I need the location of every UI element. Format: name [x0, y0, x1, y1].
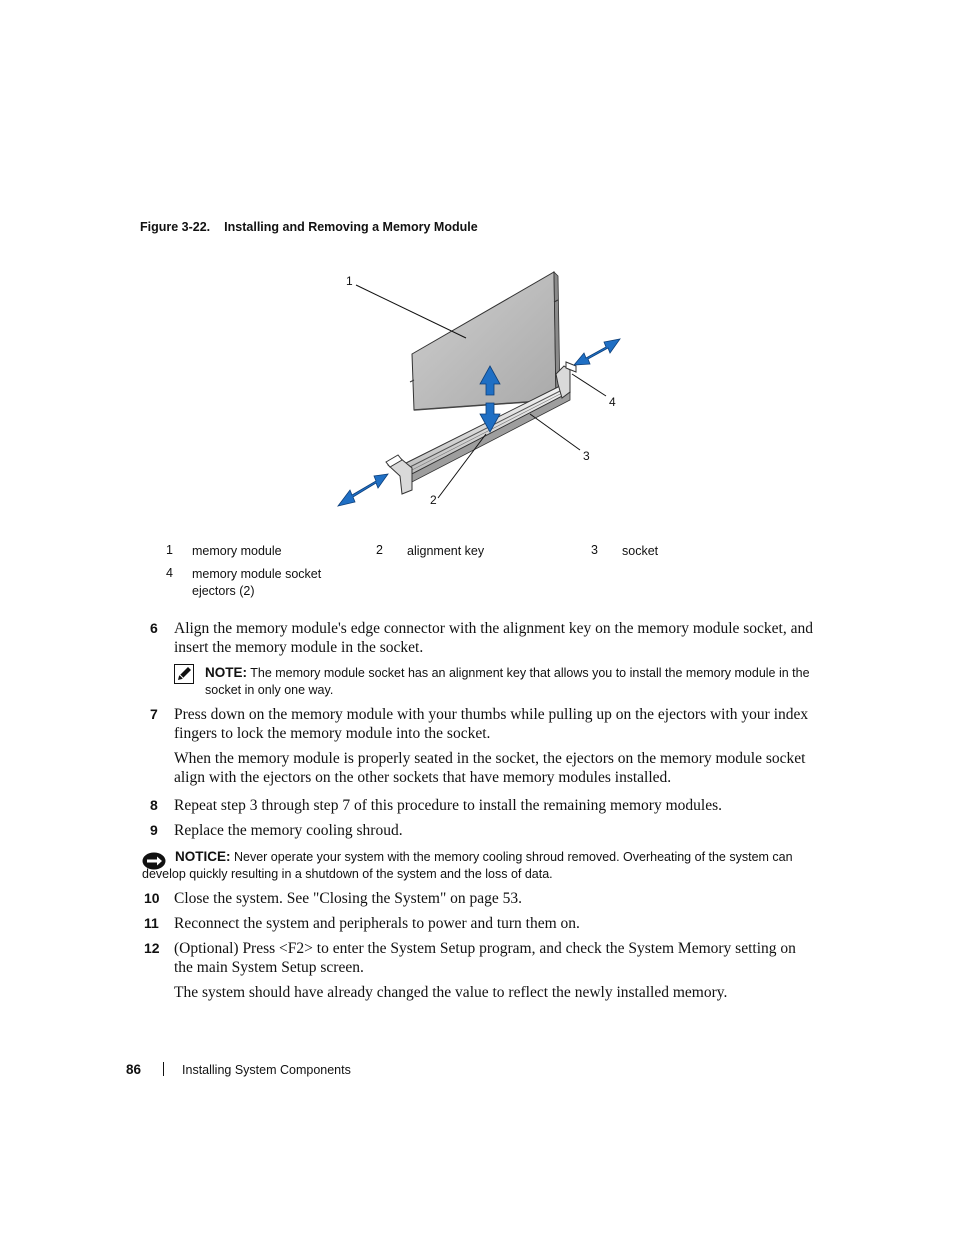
note-label: NOTE:: [205, 665, 247, 680]
ejector-left: [386, 455, 412, 494]
step-number: 12: [144, 940, 160, 956]
footer-divider: [163, 1062, 164, 1076]
callout-1: 1: [346, 274, 353, 288]
step-text: Close the system. See "Closing the System" on page 53.: [174, 890, 523, 907]
note-text: The memory module socket has an alignment key that allows you to install the memory module in the socket in only one way.: [205, 666, 810, 697]
legend-text: alignment key: [407, 544, 485, 558]
legend-number: 2: [376, 543, 383, 557]
step-number: 9: [150, 822, 158, 838]
step-number: 11: [144, 915, 159, 931]
step-text: Replace the memory cooling shroud.: [174, 822, 403, 839]
step-7-followup: When the memory module is properly seated in the socket, the ejectors on the memory module socket align with the ejectors on the other sockets that have memory modules installed.: [174, 750, 806, 786]
step-number: 10: [144, 890, 160, 906]
step-text: Align the memory module's edge connector with the alignment key on the memory module socket, and insert the memory module in the socket.: [174, 620, 813, 656]
step-text: (Optional) Press <F2> to enter the System Setup program, and check the System Memory setting on the main System Setup screen.: [174, 940, 796, 976]
notice-label: NOTICE:: [175, 849, 231, 864]
page-footer: [126, 1062, 351, 1077]
note-body: [205, 664, 815, 699]
step-text: Press down on the memory module with your thumbs while pulling up on the ejectors with your index fingers to lock the memory module into the socket.: [174, 706, 809, 742]
figure-caption-title: Installing and Removing a Memory Module: [224, 220, 478, 234]
legend-text: socket: [622, 544, 659, 558]
step-number: 6: [150, 620, 158, 636]
legend-number: 4: [166, 566, 173, 580]
step-12-followup: The system should have already changed the value to reflect the newly installed memory.: [174, 984, 728, 1001]
figure-caption-label: Figure 3-22.: [140, 220, 211, 234]
legend-text: memory module: [192, 544, 282, 558]
footer-section: Installing System Components: [182, 1063, 351, 1077]
legend-number: 1: [166, 543, 173, 557]
callout-2: 2: [430, 493, 437, 507]
step-text: Repeat step 3 through step 7 of this procedure to install the remaining memory modules.: [174, 797, 722, 814]
ejector-arrow-right: [574, 339, 620, 365]
step-number: 8: [150, 797, 158, 813]
figure-caption: [140, 220, 478, 234]
memory-module: [410, 272, 560, 410]
page-number: 86: [126, 1062, 142, 1077]
notice-text: Never operate your system with the memory cooling shroud removed. Overheating of the system can develop quickly resulting in a shutdown of the system and the loss of data.: [142, 850, 793, 881]
legend-text: memory module socket ejectors (2): [192, 567, 322, 598]
step-number: 7: [150, 706, 158, 722]
legend-number: 3: [591, 543, 598, 557]
notice-body: [142, 848, 812, 883]
note-pencil-icon: [174, 664, 194, 684]
memory-module-illustration: [330, 262, 630, 512]
step-text: Reconnect the system and peripherals to power and turn them on.: [174, 915, 580, 932]
callout-3: 3: [583, 449, 590, 463]
callout-4: 4: [609, 395, 616, 409]
ejector-arrow-left: [338, 474, 388, 506]
